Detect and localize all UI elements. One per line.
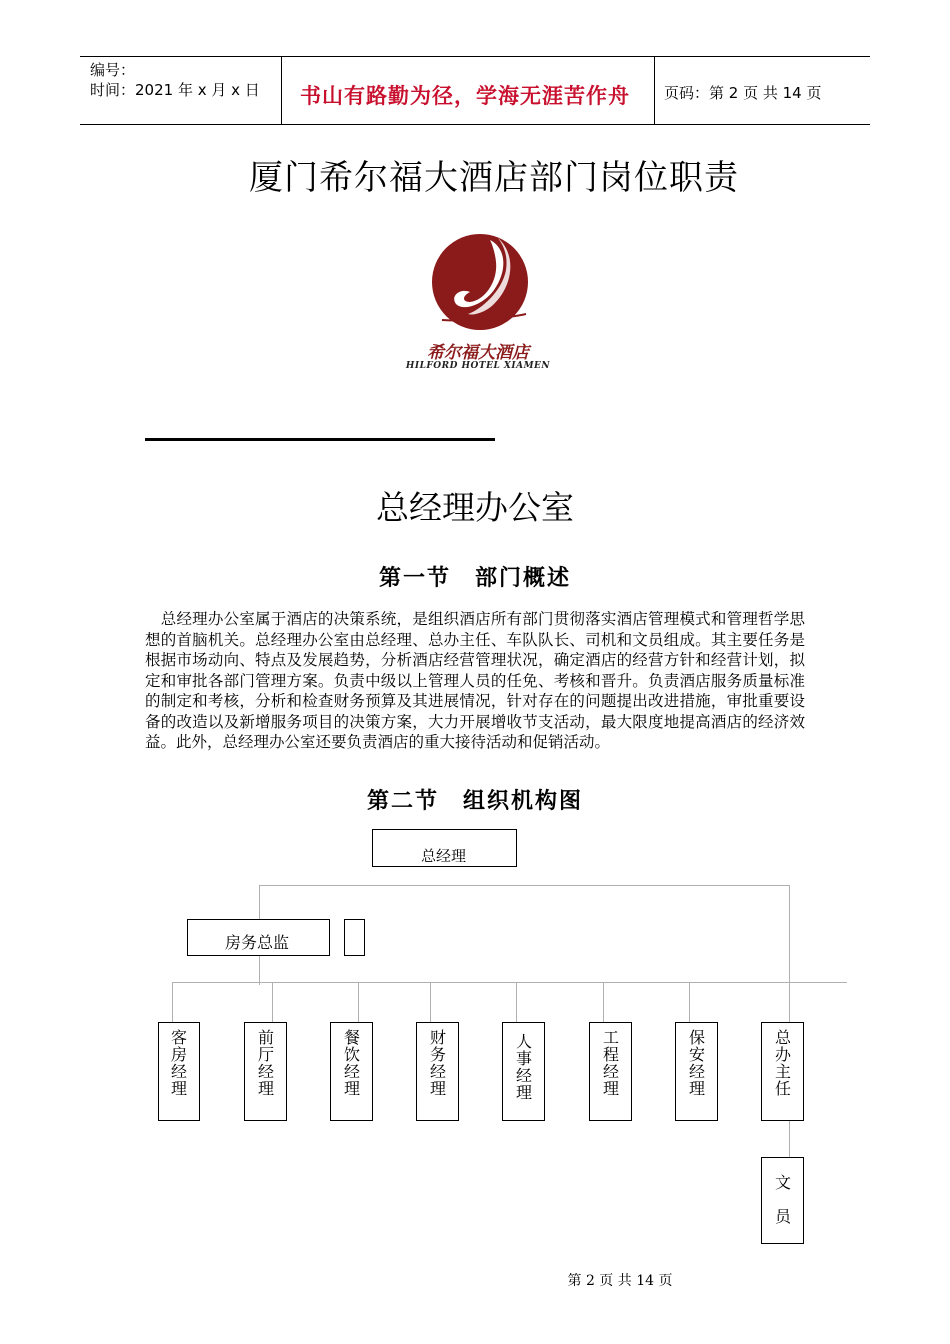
org-box-manager-4 (416, 1022, 459, 1121)
section2-title: 第二节 组织机构图 (366, 788, 583, 814)
connector-manager-horizontal (172, 982, 847, 983)
org-box-rooms-director (187, 919, 330, 956)
org-box-blank (344, 919, 365, 956)
page-footer: 第 2 页 共 14 页 (567, 1273, 673, 1289)
org-box-manager-7 (675, 1022, 718, 1121)
header-divider-left (281, 56, 282, 125)
header-bottom-rule (80, 124, 870, 125)
document-time-label: 时间：2021 年 x 月 x 日 (90, 81, 260, 99)
org-box-manager-2 (244, 1022, 287, 1121)
org-box-manager-6 (589, 1022, 632, 1121)
org-box-general-manager (372, 829, 517, 867)
connector-manager-2 (272, 982, 273, 1022)
department-title: 总经理办公室 (376, 488, 574, 527)
org-label-manager-7: 保安经理 (689, 1028, 706, 1098)
org-box-manager-8 (761, 1022, 804, 1121)
org-box-clerk (761, 1157, 804, 1244)
header-top-rule (80, 56, 870, 57)
connector-manager-1 (172, 982, 173, 1022)
org-box-manager-1 (158, 1022, 200, 1121)
org-label-clerk: 文员 (775, 1173, 792, 1226)
org-label-manager-8: 总办主任 (775, 1028, 792, 1098)
connector-manager-4 (430, 982, 431, 1022)
org-label-manager-2: 前厅经理 (258, 1028, 275, 1098)
org-label-rooms-director: 房务总监 (225, 933, 290, 952)
org-label-manager-4: 财务经理 (430, 1028, 447, 1098)
connector-manager-6 (603, 982, 604, 1022)
connector-manager-7 (689, 982, 690, 1022)
document-title: 厦门希尔福大酒店部门岗位职责 (249, 158, 739, 198)
hotel-logo-name-en: HILFORD HOTEL XIAMEN (405, 361, 551, 371)
header-divider-right (654, 56, 655, 125)
org-label-manager-5: 人事经理 (516, 1032, 533, 1102)
section1-title: 第一节 部门概述 (378, 565, 571, 591)
connector-manager-5 (516, 982, 517, 1022)
section1-paragraph: 总经理办公室属于酒店的决策系统，是组织酒店所有部门贯彻落实酒店管理模式和管理哲学思想的首脑机关。总经理办公室由总经理、总办主任、车队队长、司机和文员组成。其主要任务是根据市场动向、特点及发展趋势，分析酒店经营管理状况，确定酒店的经营方针和经营计划，拟定和审批各部门管理方案。负责中级以上管理人员的任免、考核和晋升。负责酒店服务质量标准的制定和考核，分析和检查财务预算及其进展情况，针对存在的问题提出改进措施，审批重要设备的改造以及新增服务项目的决策方案，大力开展增收节支活动，最大限度地提高酒店的经济效益。此外，总经理办公室还要负责酒店的重大接待活动和促销活动。 (145, 610, 805, 751)
org-label-manager-1: 客房经理 (171, 1028, 188, 1098)
hotel-logo-name-cn: 希尔福大酒店 (427, 343, 529, 363)
org-box-manager-3 (330, 1022, 373, 1121)
header-page-info: 页码：第 2 页 共 14 页 (664, 84, 822, 102)
connector-top-horizontal (259, 885, 790, 886)
document-number-label: 编号： (90, 61, 136, 79)
org-label-general-manager: 总经理 (421, 847, 467, 865)
section-rule (145, 438, 495, 441)
org-label-manager-3: 餐饮经理 (344, 1028, 361, 1098)
hotel-logo (398, 230, 558, 380)
org-label-manager-6: 工程经理 (603, 1028, 620, 1098)
connector-manager-3 (358, 982, 359, 1022)
org-box-manager-5 (502, 1022, 545, 1121)
header-motto: 书山有路勤为径，学海无涯苦作舟 (300, 84, 630, 108)
